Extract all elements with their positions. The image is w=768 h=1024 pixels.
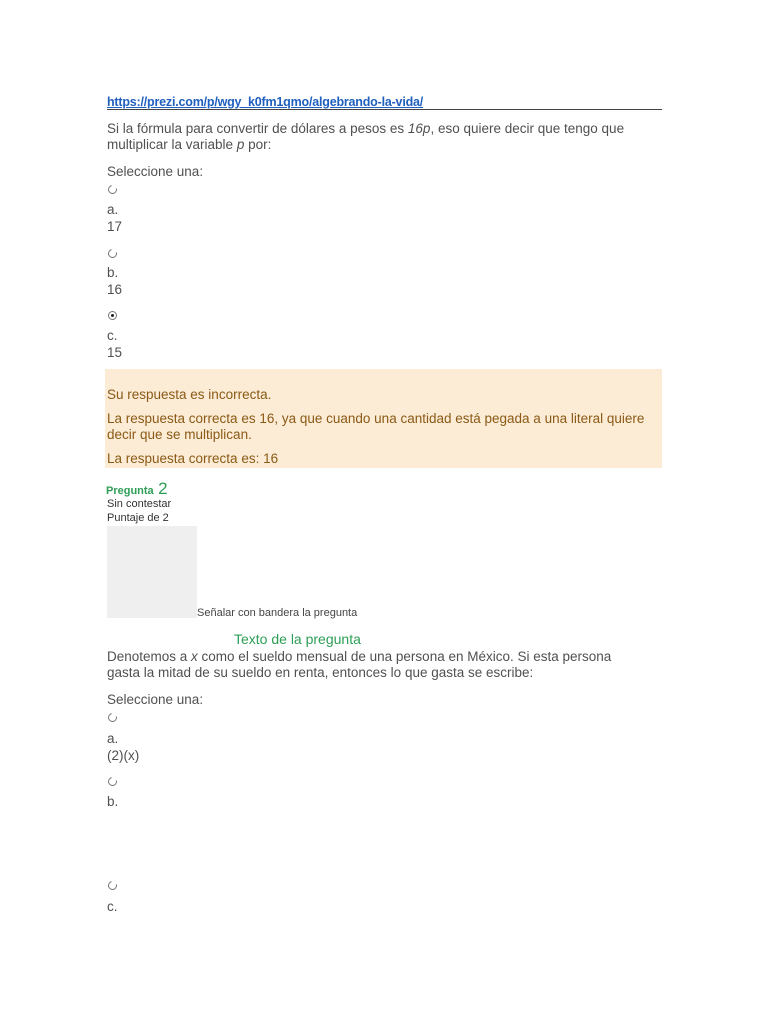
q2-prompt-line1 [107,649,611,666]
feedback-explanation-line1: La respuesta correcta es 16, ya que cuando una cantidad está pegada a una literal quiere [107,411,645,426]
q1-option-c-letter: c. [107,328,118,343]
feedback-explanation-line2: decir que se multiplican. [107,427,252,442]
q2-select-label: Seleccione una: [107,692,204,707]
q2-prompt-line2: gasta la mitad de su sueldo en renta, entonces lo que gasta se escribe: [107,665,534,680]
q1-option-b-letter: b. [107,265,119,280]
q1-prompt-text: Si la fórmula para convertir de dólares a pesos es [107,121,408,136]
q2-option-c-letter: c. [107,899,118,914]
q2-option-b-radio[interactable] [106,775,118,787]
q2-prompt-text: como el sueldo mensual de una persona en México. Si esta persona [197,649,612,664]
q1-prompt-text: , eso quiere decir que tengo que [430,121,625,136]
q1-prompt-line1 [107,121,624,138]
feedback-box [105,369,662,468]
q2-prompt-variable: x [191,649,198,664]
flag-icon[interactable] [107,526,197,618]
q1-option-a-value: 17 [107,219,123,234]
q1-option-a-letter: a. [107,202,119,217]
q1-option-b-radio[interactable] [106,247,118,259]
q1-select-label: Seleccione una: [107,164,204,179]
prezi-link[interactable]: https://prezi.com/p/wgy_k0fm1qmo/algebrando-la-vida/ [107,95,424,109]
q2-option-a-value: (2)(x) [107,748,140,763]
q2-option-c-radio[interactable] [106,879,118,891]
q1-option-a-radio[interactable] [106,183,118,195]
q2-option-a-letter: a. [107,731,119,746]
q1-prompt-text: por: [244,137,272,152]
flag-question-link[interactable]: Señalar con bandera la pregunta [197,607,358,619]
q2-option-b-letter: b. [107,794,119,809]
q2-prompt-text: Denotemos a [107,649,192,664]
q1-prompt-line2 [107,137,271,154]
q1-option-c-radio[interactable] [108,311,117,320]
q1-prompt-text: multiplicar la variable [107,137,237,152]
q2-option-a-radio[interactable] [106,711,118,723]
q2-label [106,479,168,499]
q2-label-word: Pregunta [106,485,154,497]
q1-option-c-value: 15 [107,345,123,360]
q1-option-b-value: 16 [107,282,123,297]
link-row [107,93,662,110]
feedback-correct-answer: La respuesta correcta es: 16 [107,451,279,466]
q1-prompt-variable: 16p [407,121,431,136]
q1-prompt-variable: p [236,137,245,152]
q2-number: 2 [158,479,168,498]
q2-text-heading: Texto de la pregunta [234,631,361,647]
q2-score: Puntaje de 2 [107,512,169,524]
feedback-incorrect: Su respuesta es incorrecta. [107,387,272,402]
q2-status: Sin contestar [107,498,172,510]
